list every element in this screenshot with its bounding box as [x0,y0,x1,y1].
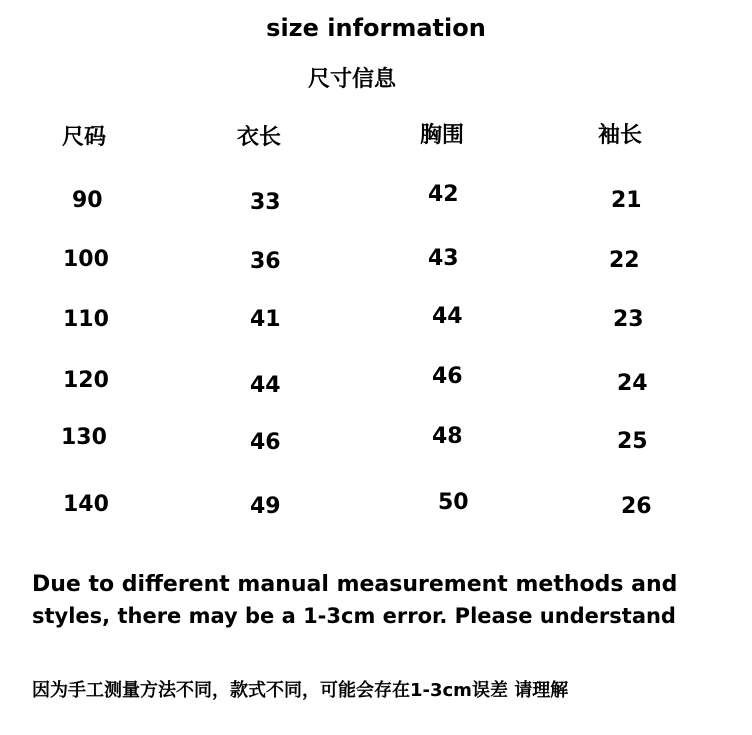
table-cell: 42 [428,182,459,207]
table-cell: 44 [432,304,463,329]
table-cell: 48 [432,424,463,449]
header-chest: 胸围 [420,123,465,148]
table-cell: 130 [61,425,107,450]
table-cell: 49 [250,494,281,519]
note-cn: 因为手工测量方法不同，款式不同，可能会存在1-3cm误差 请理解 [32,680,569,701]
table-cell: 46 [432,364,463,389]
table-cell: 33 [250,190,281,215]
table-cell: 120 [63,368,109,393]
table-cell: 100 [63,247,109,272]
table-cell: 140 [63,492,109,517]
table-cell: 25 [617,429,648,454]
header-sleeve: 袖长 [598,123,643,148]
table-cell: 110 [63,307,109,332]
table-cell: 21 [611,188,642,213]
table-cell: 24 [617,371,648,396]
table-cell: 22 [609,248,640,273]
table-cell: 50 [438,490,469,515]
header-size: 尺码 [62,125,107,150]
page-title: size information [266,14,486,42]
table-cell: 90 [72,188,103,213]
table-cell: 41 [250,307,281,332]
table-cell: 46 [250,430,281,455]
note-en-line-1: Due to different manual measurement methods and [32,572,678,597]
table-cell: 26 [621,494,652,519]
table-cell: 43 [428,246,459,271]
page-subtitle: 尺寸信息 [307,67,396,92]
header-length: 衣长 [237,125,282,150]
table-cell: 23 [613,307,644,332]
table-cell: 36 [250,249,281,274]
table-cell: 44 [250,373,281,398]
note-en-line-2: styles, there may be a 1-3cm error. Please understand [32,604,676,628]
